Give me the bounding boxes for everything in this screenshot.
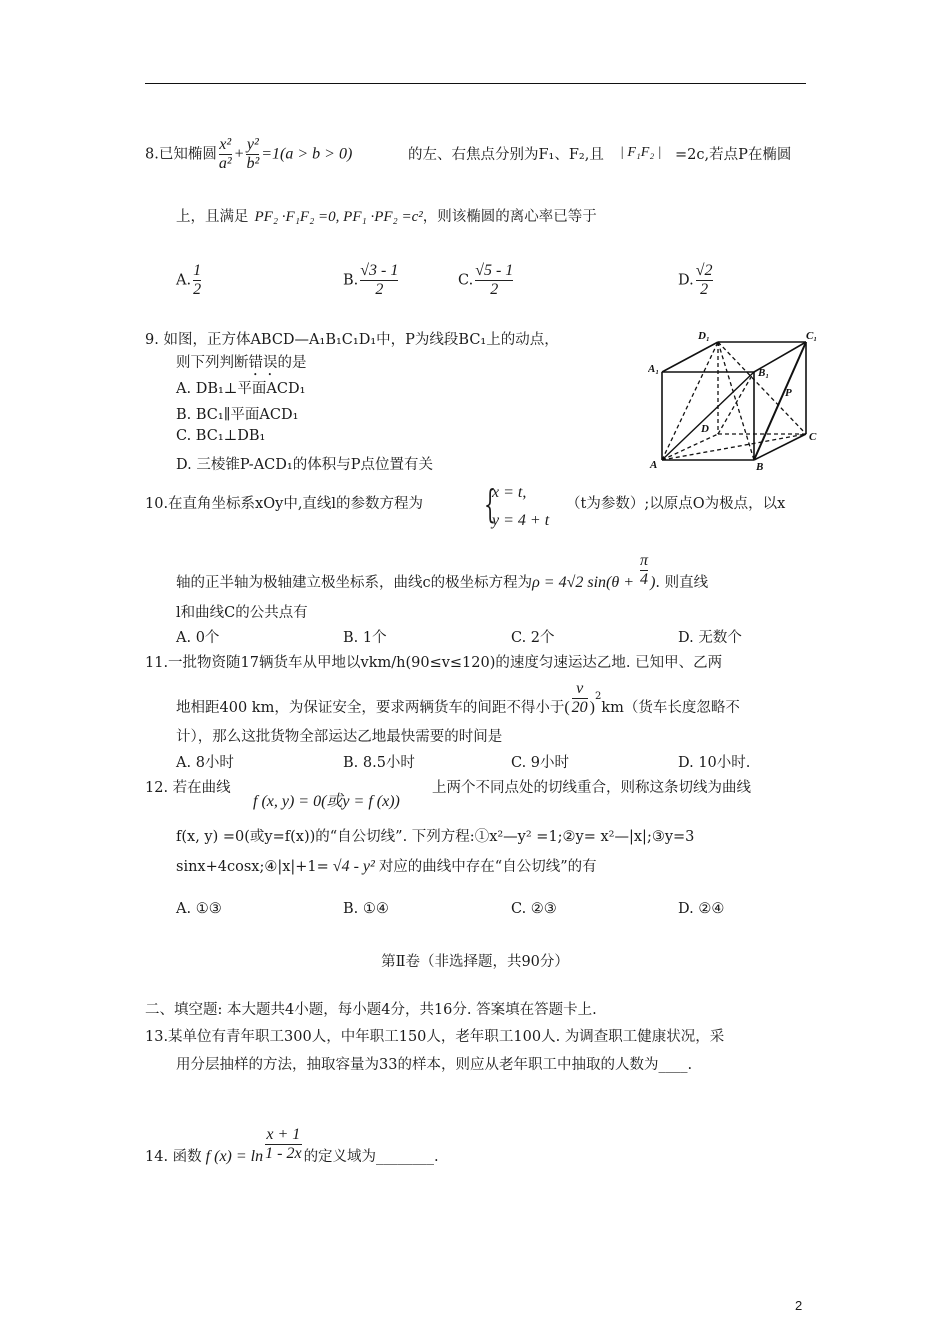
q8-condition: =1(a > b > 0) bbox=[261, 145, 353, 163]
q11-option-a: A. 8小时 bbox=[176, 755, 234, 771]
label-c1: C₁ bbox=[806, 330, 818, 342]
q9-option-d: D. 三棱锥P-ACD₁的体积与P点位置有关 bbox=[176, 457, 433, 473]
header-rule bbox=[145, 83, 806, 84]
label-b1: B₁ bbox=[758, 367, 770, 379]
q8-f1f2: | F₁F₂ | bbox=[620, 145, 662, 160]
q10-option-a: A. 0个 bbox=[176, 630, 220, 646]
label-d: D bbox=[701, 423, 709, 435]
q12-line2: f(x, y) =0(或y=f(x))的“自公切线”. 下列方程:①x²—y² =1;②y= x²—|x|;③y=3 bbox=[176, 829, 695, 845]
label-a1: A₁ bbox=[648, 363, 660, 375]
question-14: 14. 函数 f (x) = ln $\frac{x + 1}{1 - 2x}$ 的定义域为________. bbox=[145, 1126, 439, 1165]
q11-option-c: C. 9小时 bbox=[511, 755, 570, 771]
label-d1: D₁ bbox=[698, 330, 710, 342]
q10-line2: 轴的正半轴为极轴建立极坐标系，曲线c的极坐标方程为ρ = 4√2 sin(θ + $\frac{\pi}{4}$ ). 则直线 bbox=[176, 552, 709, 591]
q12-option-b: B. ①④ bbox=[343, 901, 389, 917]
section-2-instruction: 二、填空题: 本大题共4小题，每小题4分，共16分. 答案填在答题卡上. bbox=[145, 1002, 597, 1018]
q10-option-c: C. 2个 bbox=[511, 630, 555, 646]
q12-option-d: D. ②④ bbox=[678, 901, 725, 917]
q12-option-c: C. ②③ bbox=[511, 901, 557, 917]
cube-figure bbox=[648, 330, 820, 472]
q11-line3: 计），那么这批货物全部运达乙地最快需要的时间是 bbox=[176, 729, 503, 745]
q10-system-1: x = t, bbox=[492, 484, 527, 501]
q10-option-d: D. 无数个 bbox=[678, 630, 742, 646]
question-8: 8.已知椭圆 $\frac{\text{x²}}{\text{a²}}$ + $\frac{\text{y²}}{\text{b²}}$ =1(a > b > 0) bbox=[145, 136, 353, 172]
q12-line1-formula: f (x, y) = 0(或y = f (x)) bbox=[253, 793, 400, 810]
q8-frac-x: $\frac{\text{x²}}{\text{a²}}$ bbox=[218, 136, 232, 172]
q10-system-2: y = 4 + t bbox=[492, 512, 550, 529]
q13-line1: 13.某单位有青年职工300人，中年职工150人，老年职工100人. 为调查职工健康状况，采 bbox=[145, 1029, 725, 1045]
q10-option-b: B. 1个 bbox=[343, 630, 387, 646]
label-b: B bbox=[756, 461, 764, 472]
q9-option-c: C. BC₁⊥DB₁ bbox=[176, 428, 266, 444]
q8-line2: 上，且满足 PF₂ ·F₁F₂ =0, PF₁ ·PF₂ =c²，则该椭圆的离心率已等于 bbox=[176, 209, 597, 225]
q8-option-a: A. $\frac{1}{2}$ bbox=[176, 262, 202, 298]
q10-line1-a: 10.在直角坐标系xOy中,直线l的参数方程为 bbox=[145, 496, 424, 512]
q10-line3: l和曲线C的公共点有 bbox=[176, 605, 308, 621]
q9-option-a: A. DB₁⊥平面ACD₁ bbox=[176, 381, 306, 397]
q8-option-c: C. $\frac{√5 - 1}{2}$ bbox=[458, 262, 514, 298]
q8-option-d: D. $\frac{√2}{2}$ bbox=[678, 262, 713, 298]
q9-line2: 则下列判断错误的是 bbox=[176, 355, 307, 371]
page-number: 2 bbox=[795, 1298, 803, 1313]
q10-system-brace: { bbox=[484, 482, 497, 526]
q8-intro: 8.已知椭圆 bbox=[145, 146, 217, 163]
q10-line1-b: （t为参数）;以原点O为极点，以x bbox=[566, 496, 786, 512]
q11-option-b: B. 8.5小时 bbox=[343, 755, 415, 771]
q12-line1-b: 上两个不同点处的切线重合，则称这条切线为曲线 bbox=[432, 780, 751, 796]
label-a: A bbox=[650, 459, 658, 471]
q8-text-b: =2c,若点P在椭圆 bbox=[675, 147, 792, 163]
section-2-title: 第Ⅱ卷（非选择题，共90分） bbox=[381, 954, 569, 970]
q12-line3: sinx+4cosx;④|x|+1= √4 - y² 对应的曲线中存在“自公切线”的有 bbox=[176, 858, 597, 875]
q8-frac-y: $\frac{\text{y²}}{\text{b²}}$ bbox=[246, 136, 260, 172]
q8-text-a: 的左、右焦点分别为F₁、F₂,且 bbox=[408, 147, 604, 163]
label-p: P bbox=[785, 387, 792, 399]
q9-line1: 9. 如图，正方体ABCD—A₁B₁C₁D₁中，P为线段BC₁上的动点， bbox=[145, 332, 559, 348]
q9-option-b: B. BC₁∥平面ACD₁ bbox=[176, 407, 299, 423]
q12-option-a: A. ①③ bbox=[176, 901, 222, 917]
q12-line1-a: 12. 若在曲线 bbox=[145, 780, 231, 796]
q11-option-d: D. 10小时. bbox=[678, 755, 751, 771]
label-c: C bbox=[809, 431, 817, 443]
q11-line1: 11.一批物资随17辆货车从甲地以vkm/h(90≤v≤120)的速度匀速运达乙地. 已知甲、乙两 bbox=[145, 655, 723, 671]
q13-line2: 用分层抽样的方法，抽取容量为33的样本，则应从老年职工中抽取的人数为____. bbox=[176, 1057, 693, 1073]
q8-option-b: B. $\frac{√3 - 1}{2}$ bbox=[343, 262, 399, 298]
q11-line2: 地相距400 km，为保证安全，要求两辆货车的间距不得小于( $\frac{v}{20}$ )$^2$km（货车长度忽略不 bbox=[176, 680, 740, 716]
